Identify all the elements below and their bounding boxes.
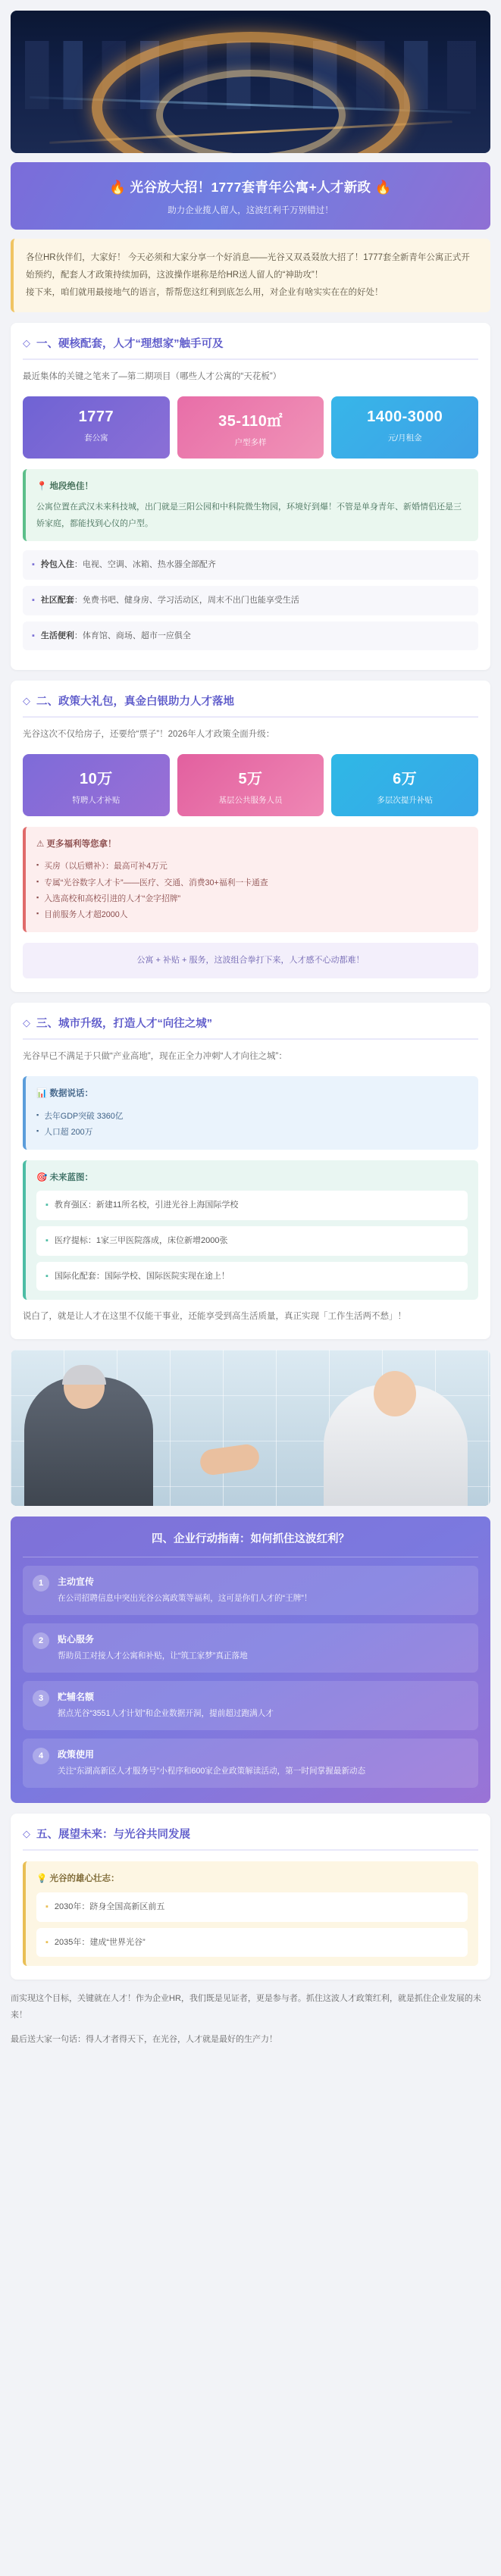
closing-paragraph-2: 最后送大家一句话：得人才者得天下，在光谷，人才就是最好的生产力！ [11, 2035, 277, 2045]
section-policy-title [23, 693, 478, 718]
section-marker-icon: ◇ [23, 336, 30, 349]
list-item [23, 550, 478, 580]
stat-label: 元/月租金 [387, 433, 422, 443]
list-item [36, 859, 468, 875]
policy-quote: 公寓 + 补贴 + 服务，这波组合拳打下来，人才感不心动都难！ [23, 943, 478, 979]
step-number: 2 [33, 1632, 49, 1649]
list-item [36, 875, 468, 891]
square-bullet-icon: ▪ [45, 1901, 49, 1911]
city-data-list [36, 1109, 468, 1141]
list-item-text: 人口超 200万 [44, 1127, 93, 1137]
city-future-title: 🎯 未来蓝图： [36, 1172, 94, 1182]
step-text: 在公司招聘信息中突出光谷公寓政策等福利，这可是你们人才的“王牌”！ [58, 1594, 312, 1604]
step-item [23, 1739, 478, 1788]
benefits-callout-title: ⚠ 更多福利等您拿！ [36, 840, 117, 850]
section-city-title [23, 1015, 478, 1040]
stat-value: 35-110㎡ [218, 412, 283, 430]
step-text: 帮助员工对接人才公寓和补贴，让“筑工家梦”真正落地 [58, 1651, 248, 1661]
list-item-label: 拎包入住 [40, 560, 74, 570]
stat-label: 户型多样 [234, 437, 267, 447]
square-bullet-icon: ▪ [32, 631, 35, 640]
list-item-label: 社区配套 [40, 595, 74, 605]
ambition-callout [23, 1861, 478, 1966]
article-page [0, 11, 501, 2063]
stat-value: 1777 [78, 408, 114, 425]
section-action-guide [11, 1516, 490, 1803]
list-item [36, 907, 468, 923]
section-action-title: 四、企业行动指南：如何抓住这波红利？ [23, 1530, 478, 1557]
list-item [36, 1109, 468, 1125]
step-heading: 政策使用 [58, 1749, 95, 1761]
section-marker-icon: ◇ [23, 1827, 30, 1839]
city-future-callout [23, 1160, 478, 1300]
square-bullet-icon: ▪ [36, 861, 39, 869]
step-heading: 贴心服务 [58, 1634, 95, 1645]
list-item [36, 891, 468, 907]
square-bullet-icon: ▪ [45, 1271, 49, 1281]
step-text: 关注“东湖高新区人才服务号”小程序和600家企业政策解读活动，第一时间掌握最新动态 [58, 1767, 366, 1776]
section-outlook [11, 1814, 490, 1980]
section-policy [11, 681, 490, 992]
list-item [23, 586, 478, 615]
stat-label: 多层次提升补贴 [377, 796, 433, 806]
step-item [23, 1681, 478, 1730]
housing-feature-list [23, 550, 478, 650]
list-item [36, 1191, 468, 1220]
square-bullet-icon: ▪ [36, 1126, 39, 1135]
step-item [23, 1566, 478, 1615]
list-item-text: 教育强区：新建11所名校，引进光谷上海国际学校 [54, 1200, 239, 1210]
section-policy-lead: 光谷这次不仅给房子，还要给“票子”！2026年人才政策全面升级： [23, 730, 275, 740]
stat-value: 10万 [79, 771, 113, 788]
housing-stat-tiles [23, 396, 478, 459]
step-text: 据点光谷“3551人才计划”和企业数据开洞，提前超过跑满人才 [58, 1709, 274, 1719]
city-data-title: 📊 数据说话： [36, 1089, 94, 1099]
list-item-text: 2035年：建成“世界光谷” [54, 1937, 146, 1947]
stat-value: 1400-3000 [367, 408, 443, 425]
stat-label: 基层公共服务人员 [218, 796, 283, 806]
section-city-lead: 光谷早已不满足于只做“产业高地”，现在正全力冲刺“人才向往之城”： [23, 1052, 287, 1062]
step-heading: 贮辅名额 [58, 1692, 95, 1703]
stat-tile [177, 754, 324, 816]
square-bullet-icon: ▪ [36, 877, 39, 885]
list-item [36, 1125, 468, 1141]
section-policy-title-text: 二、政策大礼包，真金白银助力人才落地 [36, 696, 234, 709]
step-number: 3 [33, 1690, 49, 1707]
location-callout-text: 公寓位置在武汉未来科技城，出门就是三阳公园和中科院微生物园，环境好到爆！不管是单身青年、新婚情侣还是三娇家庭，都能找到心仪的户型。 [36, 502, 462, 528]
list-item-text: 入选高校和高校引进的人才“金字招牌” [44, 894, 181, 903]
stat-tile [331, 396, 478, 459]
section-housing [11, 323, 490, 670]
list-item-text: 去年GDP突破 3360亿 [44, 1111, 124, 1121]
title-banner [11, 162, 490, 230]
stat-label: 套公寓 [84, 433, 108, 443]
section-city-tail: 说白了，就是让人才在这里不仅能干事业，还能享受到高生活质量，真正实现「工作生活两不愁」！ [23, 1312, 406, 1322]
stat-value: 5万 [238, 771, 263, 788]
square-bullet-icon: ▪ [45, 1937, 49, 1947]
person-right-head [374, 1371, 416, 1416]
hero-image [11, 11, 490, 153]
section-outlook-title [23, 1826, 478, 1851]
stat-tile [177, 396, 324, 459]
list-item [23, 621, 478, 651]
policy-stat-tiles [23, 754, 478, 816]
list-item [36, 1928, 468, 1958]
step-number: 1 [33, 1575, 49, 1592]
intro-card [11, 239, 490, 312]
page-subtitle: 助力企业揽人留人，这波红利千万别错过！ [168, 206, 333, 215]
square-bullet-icon: ▪ [45, 1200, 49, 1210]
stat-label: 特聘人才补贴 [72, 796, 121, 806]
list-item-text: 买房（以后赠补）：最高可补4万元 [44, 862, 168, 872]
section-city [11, 1003, 490, 1339]
step-number: 4 [33, 1748, 49, 1764]
square-bullet-icon: ▪ [36, 893, 39, 901]
square-bullet-icon: ▪ [45, 1235, 49, 1245]
intro-line-2: 今天必须和大家分享一个好消息——光谷又双叒叕放大招了！1777套全新青年公寓正式开始预约，配套人才政策持续加码，这波操作堪称是给HR送人留人的“神助攻”！ [26, 253, 470, 280]
square-bullet-icon: ▪ [36, 1110, 39, 1119]
list-item-text: 专属“光谷数字人才卡”——医疗、交通、消费30+福利一卡通查 [44, 878, 268, 887]
ambition-list [36, 1892, 468, 1957]
location-callout-title: 📍 地段绝佳！ [36, 481, 94, 491]
benefits-callout [23, 827, 478, 932]
handshake-photo [11, 1350, 490, 1506]
ambition-callout-title: 💡 光谷的雄心壮志： [36, 1874, 120, 1884]
section-outlook-title-text: 五、展望未来：与光谷共同发展 [36, 1829, 190, 1842]
list-item-text: ：电视、空调、冰箱、热水器全部配齐 [74, 560, 216, 570]
section-housing-title [23, 335, 478, 360]
city-future-list [36, 1191, 468, 1291]
page-title: 🔥 光谷放大招！1777套青年公寓+人才新政 🔥 [109, 180, 392, 195]
stat-tile [23, 396, 170, 459]
list-item-text: 国际化配套：国际学校、国际医院实现在途上！ [54, 1271, 230, 1281]
list-item-text: 2030年：跻身全国高新区前五 [54, 1901, 165, 1911]
list-item-text: ：体育馆、商场、超市一应俱全 [74, 631, 191, 640]
step-heading: 主动宣传 [58, 1576, 95, 1588]
location-callout [23, 469, 478, 541]
square-bullet-icon: ▪ [36, 909, 39, 917]
section-housing-lead: 最近集体的关键之笔来了—第二期项目（哪些人才公寓的“天花板”） [23, 372, 282, 381]
list-item [36, 1262, 468, 1291]
hero-interchange-inner [156, 70, 346, 153]
list-item-text: ：免费书吧、健身房、学习活动区，周末不出门也能享受生活 [74, 595, 299, 605]
stat-value: 6万 [393, 771, 418, 788]
section-housing-title-text: 一、硬核配套，人才“理想家”触手可及 [36, 338, 224, 350]
benefits-list [36, 859, 468, 922]
section-marker-icon: ◇ [23, 1016, 30, 1028]
stat-tile [331, 754, 478, 816]
list-item [36, 1892, 468, 1922]
intro-line-1: 各位HR伙伴们，大家好！ [26, 253, 126, 262]
list-item [36, 1226, 468, 1256]
step-item [23, 1623, 478, 1673]
list-item-text: 医疗提标：1家三甲医院落成，床位新增2000张 [54, 1235, 228, 1245]
list-item-text: 目前服务人才超2000人 [44, 909, 128, 919]
city-data-callout [23, 1076, 478, 1150]
square-bullet-icon: ▪ [32, 595, 35, 605]
stat-tile [23, 754, 170, 816]
list-item-label: 生活便利 [40, 631, 74, 640]
section-city-title-text: 三、城市升级，打造人才“向往之城” [36, 1018, 212, 1031]
section-marker-icon: ◇ [23, 694, 30, 706]
square-bullet-icon: ▪ [32, 560, 35, 570]
closing-paragraph-1: 而实现这个目标，关键就在人才！作为企业HR，我们既是见证者，更是参与者。抓住这波人才政策红利，就是抓住企业发展的未来！ [11, 1994, 481, 2020]
intro-line-3: 接下来，咱们就用最接地气的语言，帮帮您这红利到底怎么用，对企业有啥实实在在的好处！ [26, 288, 384, 297]
